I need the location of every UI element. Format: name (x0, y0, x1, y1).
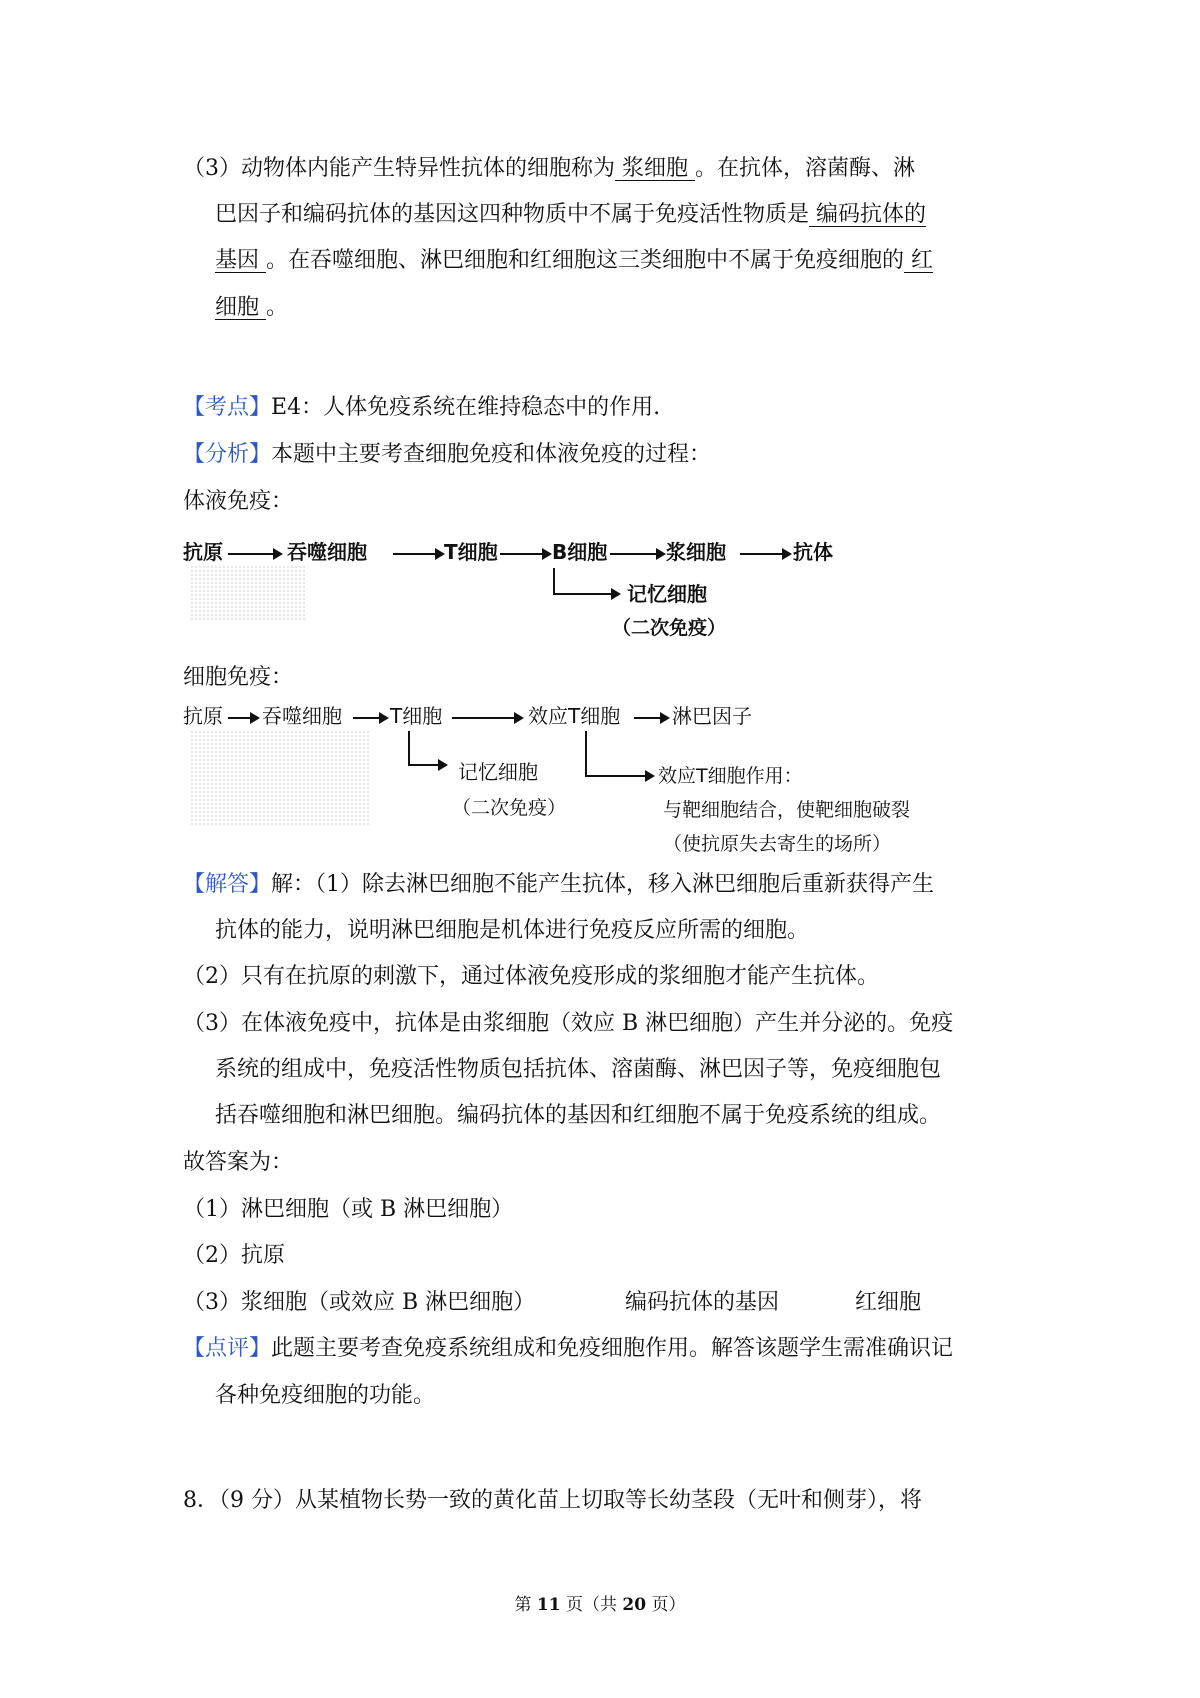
jieda-line-6: 括吞噬细胞和淋巴细胞。编码抗体的基因和红细胞不属于免疫系统的组成。 (215, 1103, 942, 1128)
dianping-line-1: 【点评】此题主要考查免疫系统组成和免疫细胞作用。解答该题学生需准确识记 (183, 1336, 954, 1361)
jieda-line-5: 系统的组成中，免疫活性物质包括抗体、溶菌酶、淋巴因子等，免疫细胞包 (215, 1057, 942, 1082)
diagram-node: T细胞 (390, 704, 443, 728)
diagram-note: （二次免疫） (612, 617, 727, 639)
answer-blank: 细胞 (215, 295, 266, 320)
answers-heading: 故答案为： (183, 1150, 294, 1175)
arrow (634, 717, 668, 719)
q3-line-2: 巴因子和编码抗体的基因这四种物质中不属于免疫活性物质是 编码抗体的 (215, 202, 927, 227)
diagram-node: 记忆细胞 (627, 582, 707, 606)
answer-blank: 编码抗体的 (809, 202, 927, 227)
dianping-tag: 【点评】 (183, 1336, 272, 1361)
jieda-line-4: （3）在体液免疫中，抗体是由浆细胞（效应 B 淋巴细胞）产生并分泌的。免疫 (183, 1011, 954, 1036)
arrow (393, 553, 443, 555)
answer-1: （1）淋巴细胞（或 B 淋巴细胞） (183, 1197, 514, 1222)
fenxi-tag: 【分析】 (183, 442, 272, 467)
jieda-line-3: （2）只有在抗原的刺激下，通过体液免疫形成的浆细胞才能产生抗体。 (183, 964, 879, 989)
arrow (740, 553, 790, 555)
arrow (610, 553, 664, 555)
page-number: 11 (536, 1595, 561, 1615)
page-total: 20 (622, 1595, 647, 1615)
dianping-line-2: 各种免疫细胞的功能。 (215, 1383, 436, 1408)
answer-blank: 浆细胞 (615, 156, 695, 181)
arrow (585, 775, 653, 777)
kaodian-tag: 【考点】 (183, 395, 272, 420)
fenxi-line: 【分析】本题中主要考查细胞免疫和体液免疫的过程： (183, 442, 712, 467)
arrow (353, 717, 387, 719)
diagram-node: 效应T细胞 (528, 704, 621, 728)
arrow (553, 593, 619, 595)
jieda-line-2: 抗体的能力，说明淋巴细胞是机体进行免疫反应所需的细胞。 (215, 918, 810, 943)
branch-line (553, 568, 555, 594)
diagram-node: 抗原 (183, 540, 223, 564)
answer-blank: 基因 (215, 248, 266, 273)
answer-3a: （3）浆细胞（或效应 B 淋巴细胞） (183, 1290, 536, 1315)
humoral-heading: 体液免疫： (183, 489, 294, 514)
diagram-node: 吞噬细胞 (262, 704, 342, 728)
q3-line-4: 细胞 。 (215, 295, 289, 320)
answer-2: （2）抗原 (183, 1243, 285, 1268)
answer-3c: 红细胞 (855, 1290, 922, 1315)
diagram-note: （二次免疫） (452, 797, 567, 819)
q8-line: 8．（9 分）从某植物长势一致的黄化苗上切取等长幼茎段（无叶和侧芽），将 (183, 1488, 922, 1513)
diagram-node: 浆细胞 (666, 540, 726, 564)
diagram-node: B细胞 (552, 540, 608, 564)
q3-line-3: 基因 。在吞噬细胞、淋巴细胞和红细胞这三类细胞中不属于免疫细胞的 红 (215, 248, 934, 273)
branch-line (408, 731, 410, 765)
diagram-node: 记忆细胞 (458, 760, 538, 784)
cellular-heading: 细胞免疫： (183, 665, 294, 690)
branch-line (585, 731, 587, 776)
diagram-note: （使抗原失去寄生的场所） (663, 833, 892, 855)
q3-line-1: （3）动物体内能产生特异性抗体的细胞称为 浆细胞 。在抗体，溶菌酶、淋 (183, 156, 916, 181)
diagram-node: 吞噬细胞 (287, 540, 367, 564)
diagram-node: 淋巴因子 (672, 704, 752, 728)
answer-3b: 编码抗体的基因 (625, 1290, 780, 1315)
arrow (500, 553, 550, 555)
arrow (452, 717, 522, 719)
diagram-note: 与靶细胞结合，使靶细胞破裂 (663, 799, 911, 821)
faint-watermark (190, 565, 305, 620)
diagram-node: T细胞 (444, 540, 498, 564)
diagram-node: 效应T细胞作用： (658, 765, 803, 787)
diagram-node: 抗体 (793, 540, 833, 564)
arrow (228, 553, 281, 555)
jieda-tag: 【解答】 (183, 872, 272, 897)
faint-watermark (190, 730, 370, 825)
answer-blank: 红 (904, 248, 934, 273)
arrow (408, 764, 446, 766)
page-footer: 第 11 页（共 20 页） (514, 1595, 686, 1615)
diagram-node: 抗原 (183, 704, 223, 728)
arrow (228, 717, 258, 719)
jieda-line-1: 【解答】解：（1）除去淋巴细胞不能产生抗体，移入淋巴细胞后重新获得产生 (183, 872, 935, 897)
kaodian-line: 【考点】E4：人体免疫系统在维持稳态中的作用. (183, 395, 661, 420)
